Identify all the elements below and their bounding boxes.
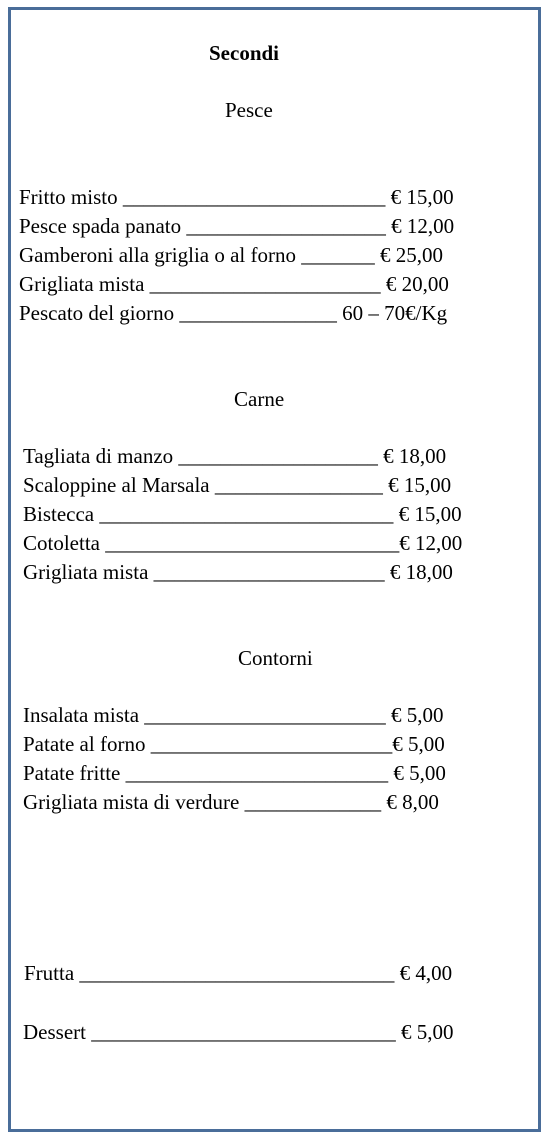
section-heading-pesce: Pesce: [225, 98, 273, 122]
menu-item: Dessert _____________________________ € 5,00: [23, 1020, 454, 1044]
menu-item: Patate al forno _______________________€ 5,00: [23, 732, 445, 756]
menu-item: Pescato del giorno _______________ 60 – 70€/Kg: [19, 301, 448, 325]
menu-item: Patate fritte _________________________ € 5,00: [23, 761, 446, 785]
menu-item: Gamberoni alla griglia o al forno _______ € 25,00: [19, 243, 443, 267]
menu-item: Insalata mista _______________________ € 5,00: [23, 703, 444, 727]
menu-item: Pesce spada panato ___________________ € 12,00: [19, 214, 455, 238]
section-heading-contorni: Contorni: [238, 646, 313, 670]
menu-item: Frutta ______________________________ € 4,00: [24, 961, 453, 985]
menu-item: Grigliata mista ______________________ € 18,00: [23, 560, 453, 584]
menu-item: Fritto misto _________________________ € 15,00: [19, 185, 454, 209]
menu-item: Grigliata mista ______________________ € 20,00: [19, 272, 449, 296]
menu-item: Cotoletta ____________________________€ 12,00: [23, 531, 463, 555]
menu-item: Grigliata mista di verdure _____________ € 8,00: [23, 790, 439, 814]
menu-item: Bistecca ____________________________ € 15,00: [23, 502, 462, 526]
page-title: Secondi: [209, 41, 280, 65]
menu-item: Tagliata di manzo ___________________ € 18,00: [23, 444, 447, 468]
section-heading-carne: Carne: [234, 387, 285, 411]
menu-item: Scaloppine al Marsala ________________ € 15,00: [23, 473, 452, 497]
